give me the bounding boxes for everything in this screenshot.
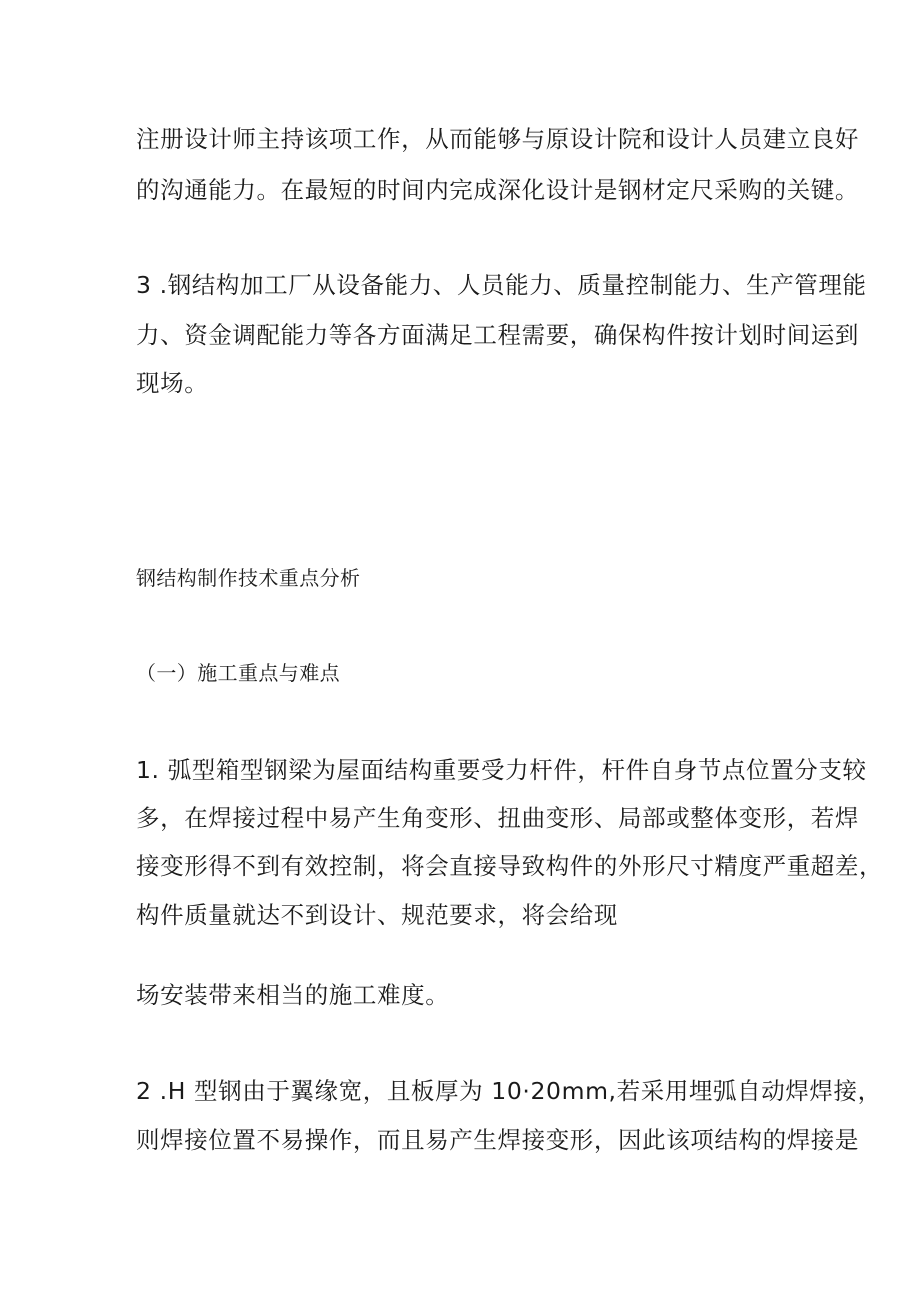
text-line: 注册设计师主持该项工作，从而能够与原设计院和设计人员建立良好 xyxy=(136,125,859,153)
text-line: 场安装带来相当的施工难度。 xyxy=(136,981,450,1009)
text-line: 现场。 xyxy=(136,369,209,397)
text-line: 3 .钢结构加工厂从设备能力、人员能力、质量控制能力、生产管理能 xyxy=(136,271,867,299)
text-line: 2 .H 型钢由于翼缘宽，且板厚为 10·20mm,若采用埋弧自动焊焊接， xyxy=(136,1077,882,1105)
text-line: 1. 弧型箱型钢梁为屋面结构重要受力杆件，杆件自身节点位置分支较 xyxy=(136,756,867,784)
text-line: 的沟通能力。在最短的时间内完成深化设计是钢材定尺采购的关键。 xyxy=(136,176,859,204)
text-line: 接变形得不到有效控制，将会直接导致构件的外形尺寸精度严重超差， xyxy=(136,852,884,880)
section-subheading: （一）施工重点与难点 xyxy=(136,661,340,685)
text-line: 构件质量就达不到设计、规范要求，将会给现 xyxy=(136,901,618,929)
text-line: 力、资金调配能力等各方面满足工程需要，确保构件按计划时间运到 xyxy=(136,321,859,349)
section-heading: 钢结构制作技术重点分析 xyxy=(136,566,361,590)
text-line: 则焊接位置不易操作，而且易产生焊接变形，因此该项结构的焊接是 xyxy=(136,1126,859,1154)
text-line: 多，在焊接过程中易产生角变形、扭曲变形、局部或整体变形，若焊 xyxy=(136,804,859,832)
